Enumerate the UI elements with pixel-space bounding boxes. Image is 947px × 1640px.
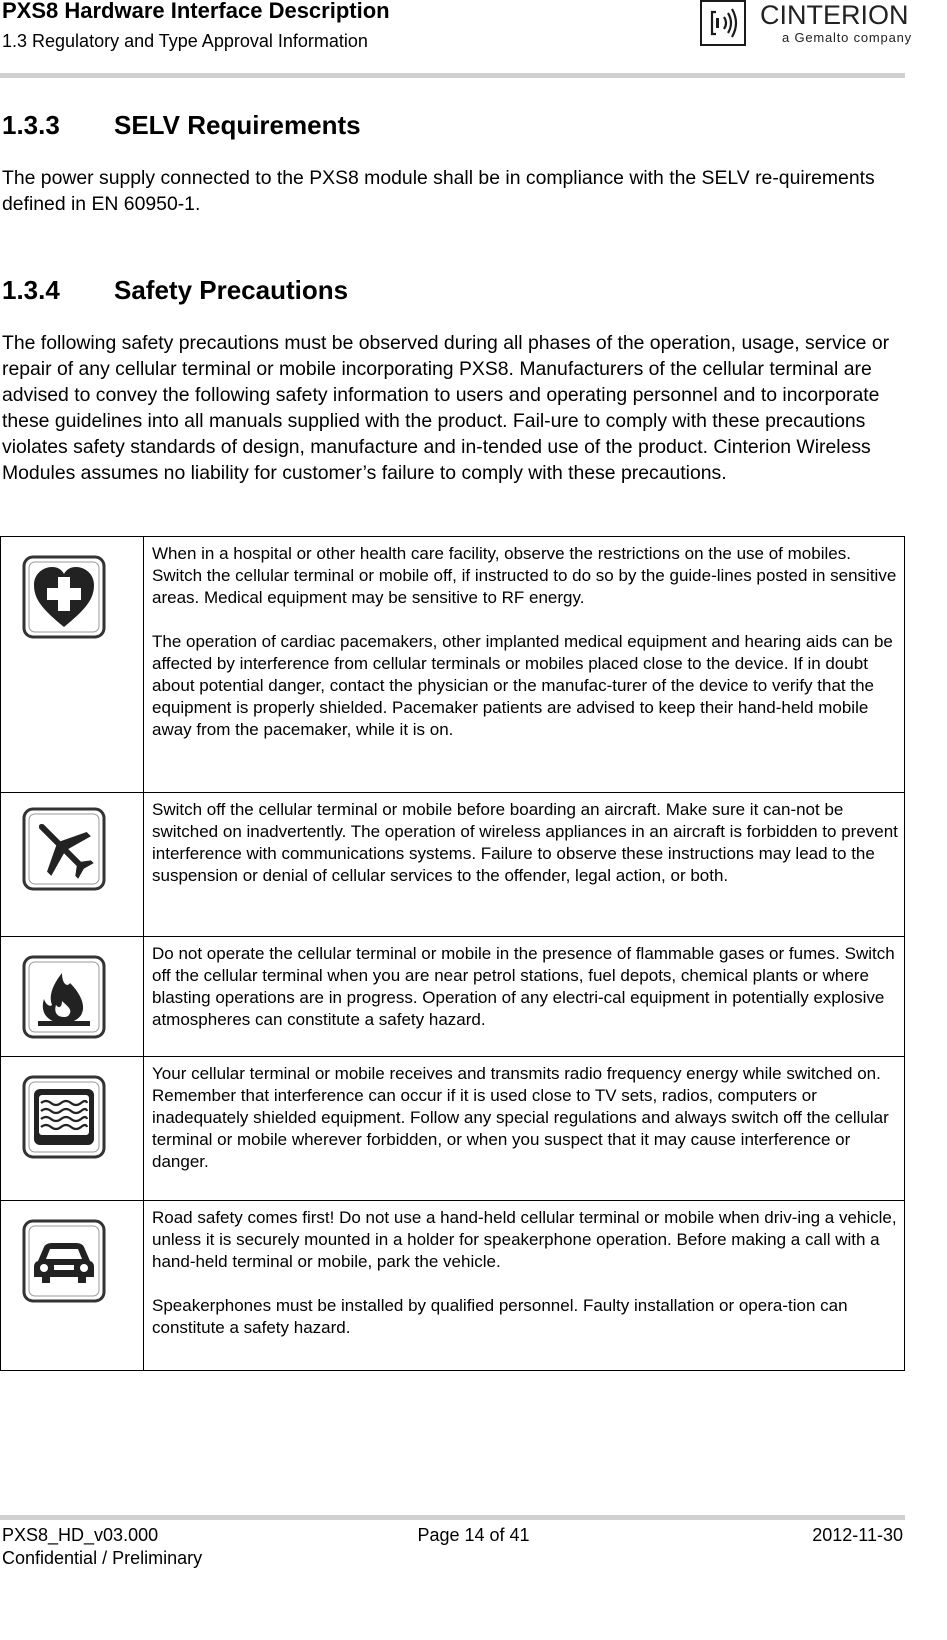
table-row [1,1201,905,1371]
footer-date: 2012-11-30 [812,1525,903,1545]
page-header [0,0,947,80]
precaution-text: Road safety comes first! Do not use a hand-held cellular terminal or mobile when driv-ing a vehicle, unless it is securely mounted in a holder for speakerphone operation. Before making a call with a hand-held terminal or mobile, park the vehicle. [152,1208,897,1271]
wireless-signal-icon [700,0,746,46]
section-title: SELV Requirements [114,110,361,140]
table-row [1,1057,905,1201]
table-row [1,793,905,937]
logo-wordmark: CINTERION [760,0,909,30]
precaution-text: Switch off the cellular terminal or mobile before boarding an aircraft. Make sure it can-not be switched on inadvertently. The operation of wireless appliances in an aircraft is forbidden to prevent interference with communications systems. Failure to observe these instructions may lead to the suspension or denial of cellular services to the offender, legal action, or both. [152,800,898,885]
precaution-text: Do not operate the cellular terminal or mobile in the presence of flammable gases or fumes. Switch off the cellular terminal when you are near petrol stations, fuel depots, chemical plants or where blasting operations are in progress. Operation of any electri-cal equipment in potentially explosive atmospheres can constitute a safety hazard. [152,944,895,1029]
footer-page-number: Page 14 of 41 [417,1525,530,1545]
precaution-text: The operation of cardiac pacemakers, other implanted medical equipment and hearing aids can be affected by interference from cellular terminals or mobiles placed close to the device. If in doubt about potential danger, contact the physician or the manufac-turer of the device to verify that the equipment is properly shielded. Pacemaker patients are advised to keep their hand-held mobile away from the pacemaker, while it is on. [152,632,893,739]
footer-classification: Confidential / Preliminary [2,1548,203,1568]
airplane-icon [22,807,106,891]
precaution-text: Speakerphones must be installed by qualified personnel. Faulty installation or opera-tion can constitute a safety hazard. [152,1296,848,1337]
car-icon [22,1219,106,1303]
section-heading-selv [2,110,361,140]
cinterion-logo [700,0,910,52]
document-title: PXS8 Hardware Interface Description [2,0,390,23]
flame-icon [22,955,106,1039]
table-row [1,937,905,1057]
medical-cross-heart-icon [22,555,106,639]
selv-paragraph: The power supply connected to the PXS8 module shall be in compliance with the SELV re-quirements defined in EN 60950-1. [2,167,875,215]
footer-doc-id: PXS8_HD_v03.000 [2,1525,159,1545]
footer-divider [0,1515,905,1520]
document-subtitle: 1.3 Regulatory and Type Approval Information [2,31,368,51]
tv-interference-icon [22,1075,106,1159]
logo-tagline: a Gemalto company [782,30,912,45]
safety-intro-paragraph: The following safety precautions must be observed during all phases of the operation, usage, service or repair of any cellular terminal or mobile incorporating PXS8. Manufacturers of the cellular terminal are advised to convey the following safety information to users and operating personnel and to incorporate these guidelines into all manuals supplied with the product. Fail-ure to comply with these precautions violates safety standards of design, manufacture and in-tended use of the product. Cinterion Wireless Modules assumes no liability for customer’s failure to comply with these precautions. [2,332,890,484]
precaution-text: Your cellular terminal or mobile receives and transmits radio frequency energy while switched on. Remember that interference can occur if it is used close to TV sets, radios, computers or inadequately shielded equipment. Follow any special regulations and always switch off the cellular terminal or mobile wherever forbidden, or when you suspect that it may cause interference or danger. [152,1064,889,1171]
precaution-text: When in a hospital or other health care facility, observe the restrictions on the use of mobiles. Switch the cellular terminal or mobile off, if instructed to do so by the guide-lines posted in sensitive areas. Medical equipment may be sensitive to RF energy. [152,544,897,607]
section-title: Safety Precautions [114,275,349,305]
header-divider [0,73,905,78]
section-number: 1.3.4 [2,275,60,305]
section-number: 1.3.3 [2,110,60,140]
safety-precautions-table [0,536,905,1371]
section-heading-safety [2,275,348,305]
table-row [1,537,905,793]
